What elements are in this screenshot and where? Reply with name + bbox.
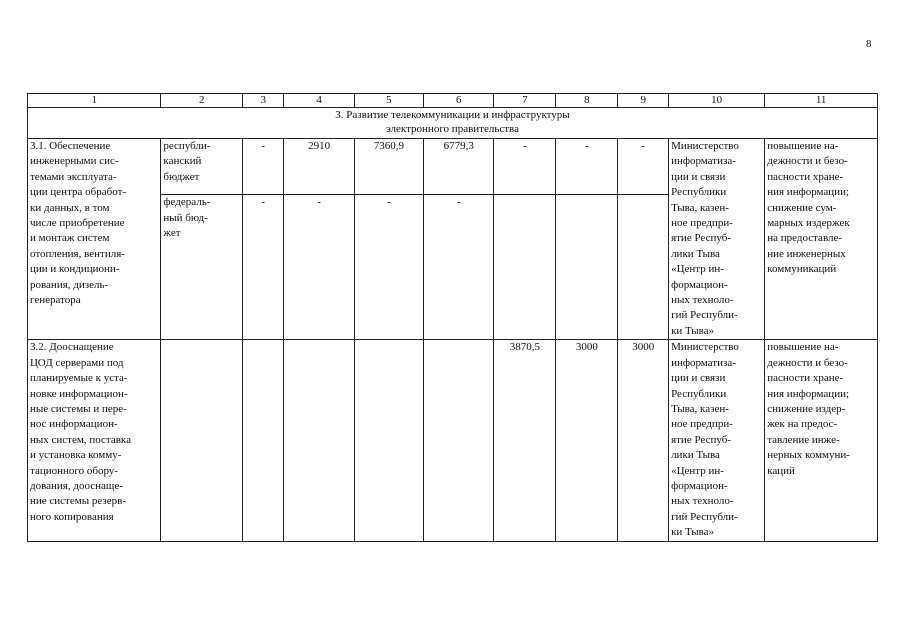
funding-source: республи- канский бюджет bbox=[161, 139, 243, 195]
executor: Министерство информатиза- ции и связи Республики Тыва, казен- ное предпри- ятие Респуб- лики Тыва «Центр ин- формацион- ных техноло- гий Республи- ки Тыва» bbox=[669, 340, 765, 541]
value-cell bbox=[354, 340, 423, 541]
value-cell: - bbox=[243, 139, 284, 195]
col-header: 4 bbox=[284, 94, 354, 108]
col-header: 1 bbox=[28, 94, 161, 108]
funding-source: федераль- ный бюд- жет bbox=[161, 195, 243, 340]
col-header: 8 bbox=[556, 94, 618, 108]
measure-name: 3.1. Обеспечение инженерными сис- темами эксплуата- ции центра обработ- ки данных, в том числе приобретение и монтаж систем отопления, вентиля- ции и кондициони- рования, дизель- генератора bbox=[28, 139, 161, 340]
measure-name: 3.2. Дооснащение ЦОД серверами под планируемые к уста- новке информацион- ные системы и пере- нос информацион- ных систем, поставка и установка комму- тационного обору- дования, дооснаще- ние системы резерв- ного копирования bbox=[28, 340, 161, 541]
value-cell bbox=[424, 340, 494, 541]
col-header: 6 bbox=[424, 94, 494, 108]
col-header: 3 bbox=[243, 94, 284, 108]
col-header: 7 bbox=[494, 94, 556, 108]
section-row bbox=[28, 108, 878, 139]
value-cell: - bbox=[243, 195, 284, 340]
value-cell: 3870,5 bbox=[494, 340, 556, 541]
section-title bbox=[28, 108, 878, 139]
col-header: 5 bbox=[354, 94, 423, 108]
value-cell: - bbox=[284, 195, 354, 340]
value-cell: 3000 bbox=[556, 340, 618, 541]
page-number: 8 bbox=[866, 38, 872, 50]
col-header: 9 bbox=[618, 94, 669, 108]
table-row bbox=[28, 340, 878, 541]
section-title-line: электронного правительства bbox=[386, 123, 519, 135]
value-cell: - bbox=[424, 195, 494, 340]
expected-result: повышение на- дежности и безо- пасности хране- ния информации; снижение издер- жек на предос- тавление инже- нерных коммуни- каций bbox=[765, 340, 878, 541]
value-cell: 3000 bbox=[618, 340, 669, 541]
expected-result: повышение на- дежности и безо- пасности хране- ния информации; снижение сум- марных издержек на предоставле- ние инженерных коммуникаций bbox=[765, 139, 878, 340]
executor: Министерство информатиза- ции и связи Республики Тыва, казен- ное предпри- ятие Респуб- лики Тыва «Центр ин- формацион- ных техноло- гий Республи- ки Тыва» bbox=[669, 139, 765, 340]
value-cell bbox=[243, 340, 284, 541]
value-cell: 2910 bbox=[284, 139, 354, 195]
program-table bbox=[27, 93, 878, 542]
col-header: 10 bbox=[669, 94, 765, 108]
value-cell bbox=[556, 195, 618, 340]
table-row bbox=[28, 139, 878, 195]
value-cell bbox=[618, 195, 669, 340]
value-cell bbox=[284, 340, 354, 541]
value-cell: 6779,3 bbox=[424, 139, 494, 195]
value-cell bbox=[494, 195, 556, 340]
value-cell: 7360,9 bbox=[354, 139, 423, 195]
section-title-line: 3. Развитие телекоммуникации и инфраструктуры bbox=[335, 109, 570, 121]
value-cell: - bbox=[556, 139, 618, 195]
col-header: 11 bbox=[765, 94, 878, 108]
column-number-row bbox=[28, 94, 878, 108]
value-cell: - bbox=[494, 139, 556, 195]
funding-source bbox=[161, 340, 243, 541]
col-header: 2 bbox=[161, 94, 243, 108]
value-cell: - bbox=[618, 139, 669, 195]
value-cell: - bbox=[354, 195, 423, 340]
